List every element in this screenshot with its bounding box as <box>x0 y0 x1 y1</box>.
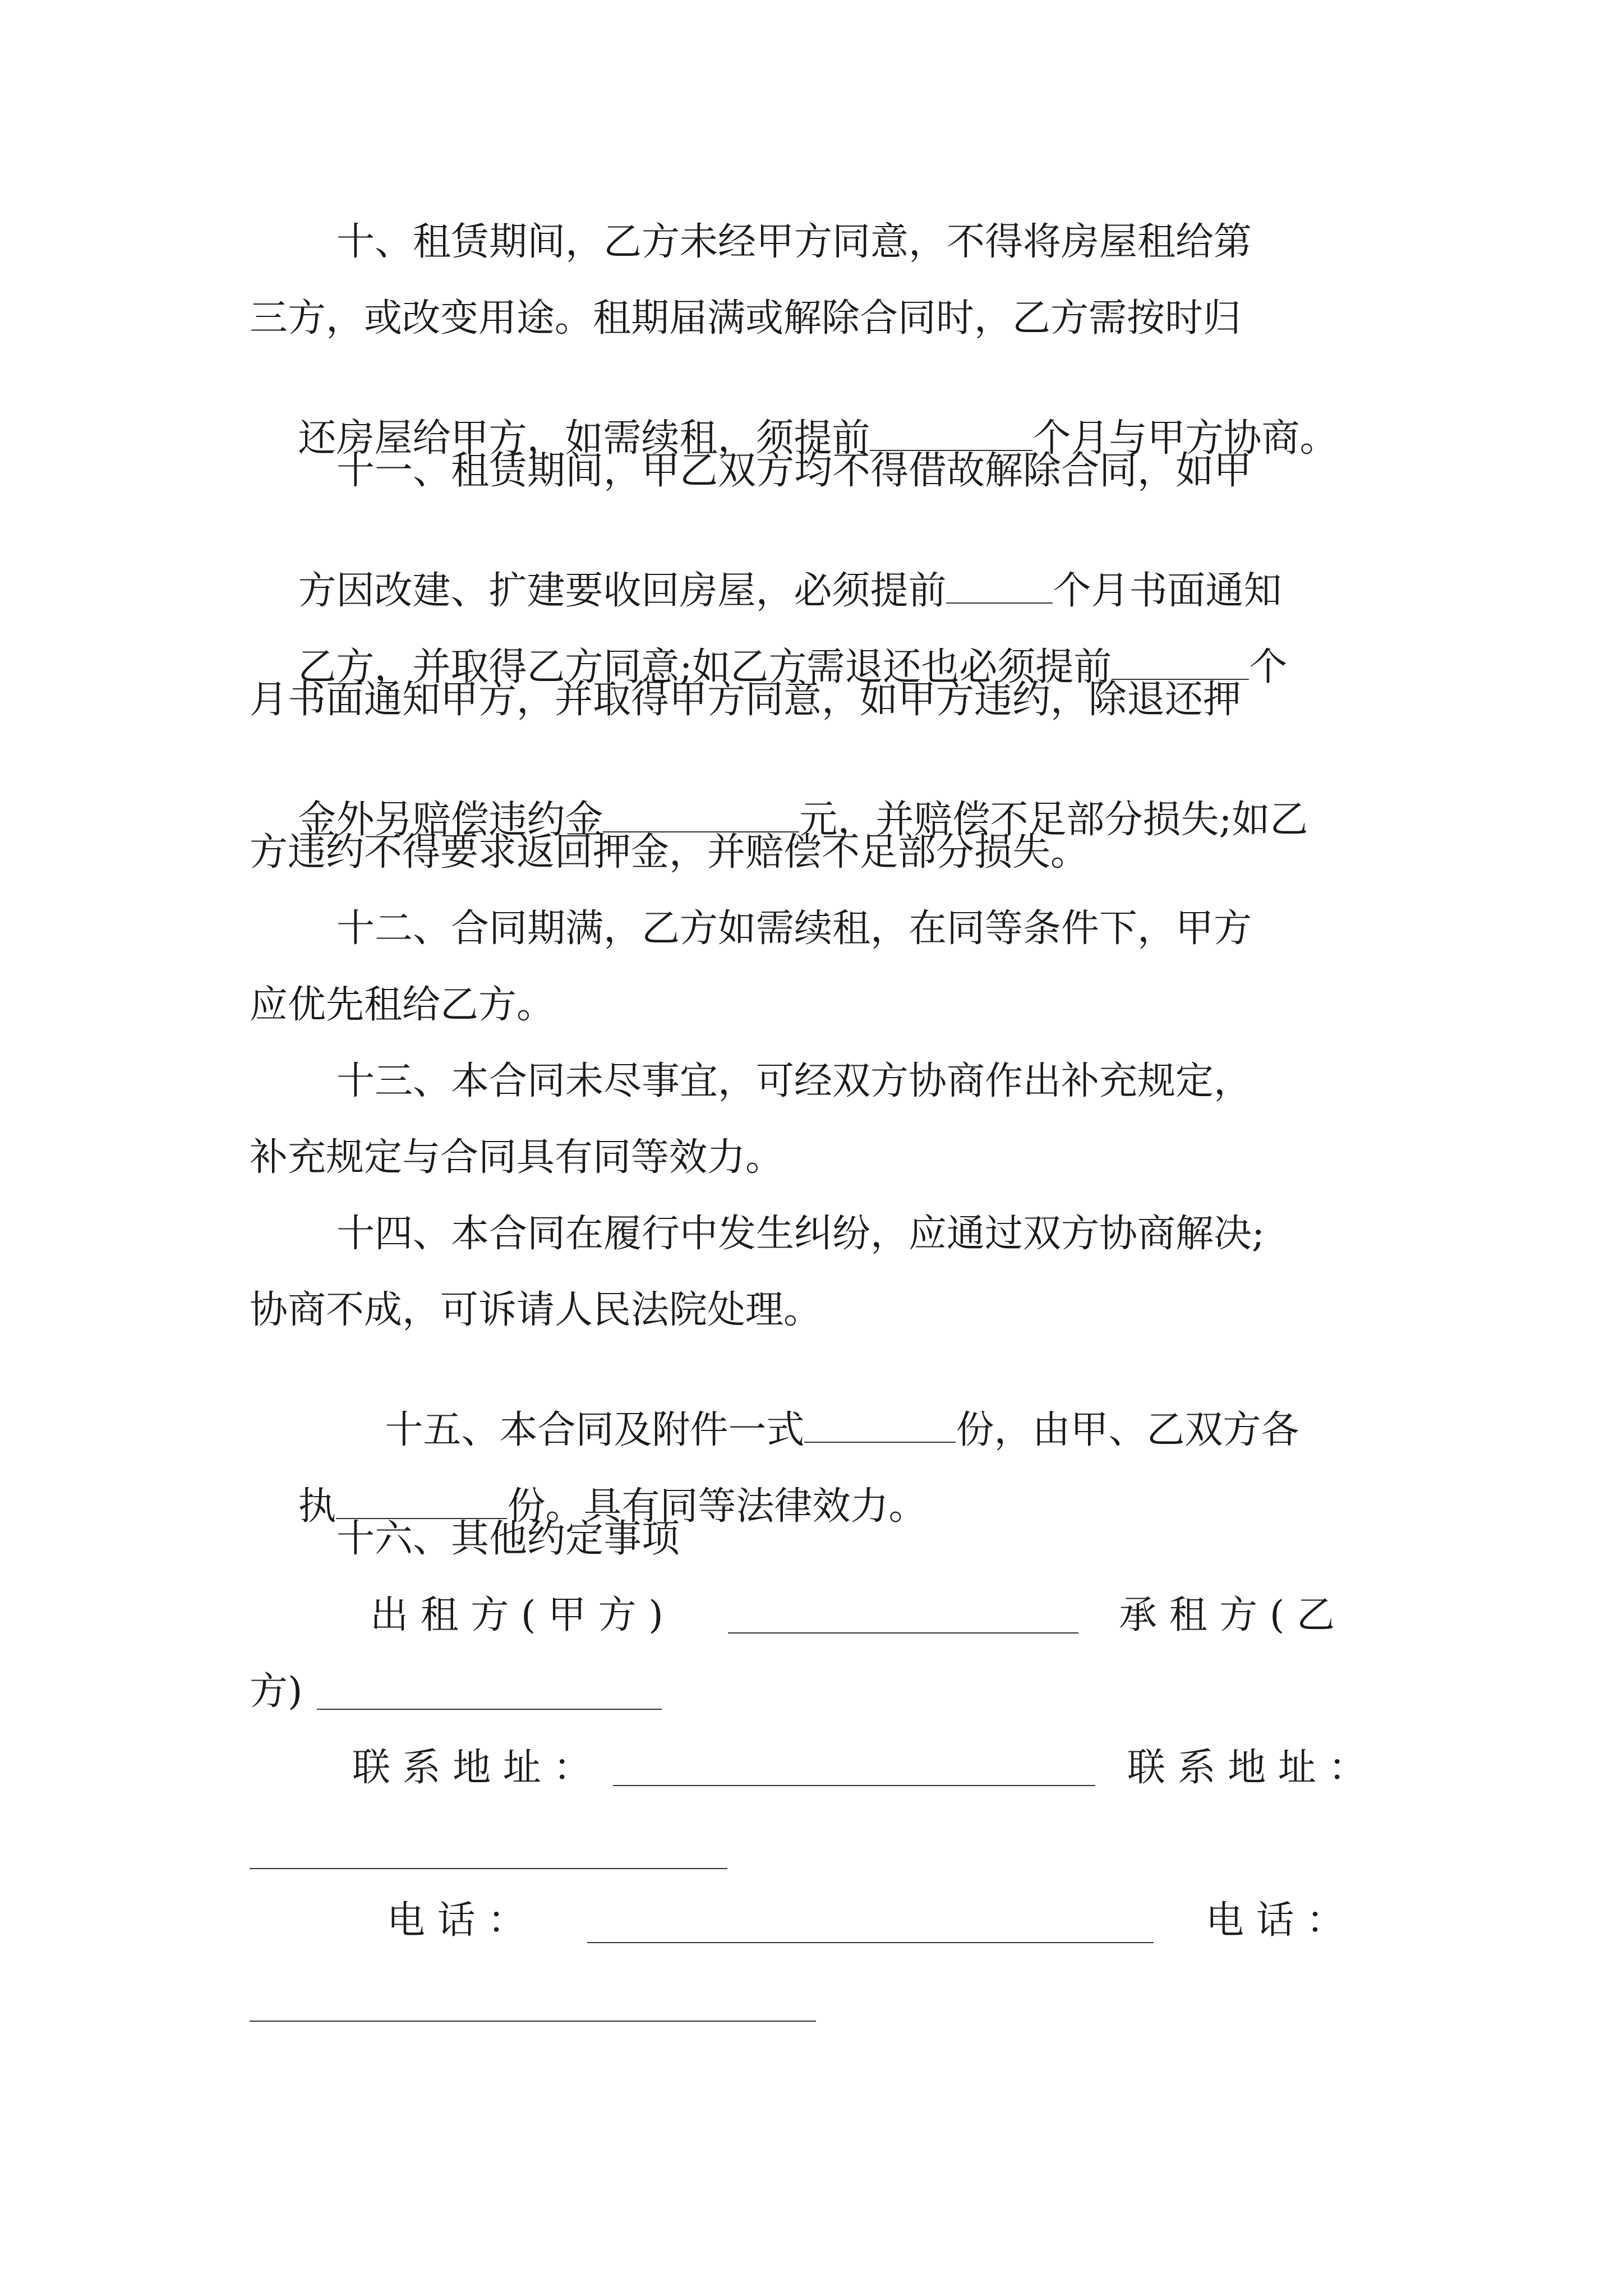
lessee-signature-line[interactable] <box>317 1709 662 1710</box>
text-fragment: 执 <box>298 1484 336 1529</box>
fill-blank[interactable] <box>870 414 1032 451</box>
clause-10-line-1: 十、租赁期间，乙方未经甲方同意，不得将房屋租给第 <box>336 220 1252 264</box>
text-fragment: 元，并赔偿不足部分损失;如乙 <box>799 798 1308 842</box>
text-fragment: 个 <box>1249 645 1288 689</box>
clause-12-line-2: 应优先租给乙方。 <box>250 983 555 1027</box>
text-fragment: 十五、本合同及附件一式 <box>385 1408 805 1452</box>
lessor-label: 出 租 方 ( 甲 方 ) <box>370 1593 663 1637</box>
fill-blank[interactable] <box>603 795 799 832</box>
clause-11-line-1: 十一、租赁期间，甲乙双方均不得借故解除合同，如甲 <box>336 449 1252 493</box>
lessor-phone-line[interactable] <box>587 1942 1154 1943</box>
text-fragment: 方因改建、扩建要收回房屋，必须提前 <box>298 569 947 613</box>
text-fragment: 个月与甲方协商。 <box>1032 416 1338 461</box>
clause-11-line-4: 月书面通知甲方，并取得甲方同意，如甲方违约，除退还押 <box>250 678 1242 722</box>
lessee-address-line[interactable] <box>250 1868 727 1869</box>
text-fragment: 份，由甲、乙双方各 <box>956 1408 1299 1452</box>
fill-blank[interactable] <box>1112 643 1249 680</box>
clause-14-line-1: 十四、本合同在履行中发生纠纷，应通过双方协商解决; <box>336 1212 1265 1256</box>
lessor-address-label: 联 系 地 址 ： <box>352 1746 592 1790</box>
lessor-phone-label: 电 话 ： <box>387 1898 526 1943</box>
lessor-address-line[interactable] <box>613 1785 1095 1786</box>
clause-11-line-6: 方违约不得要求返回押金，并赔偿不足部分损失。 <box>250 830 1089 875</box>
clause-14-line-2: 协商不成，可诉请人民法院处理。 <box>250 1288 822 1332</box>
clause-12-line-1: 十二、合同期满，乙方如需续租，在同等条件下，甲方 <box>336 907 1252 951</box>
clause-10-line-2: 三方，或改变用途。租期届满或解除合同时，乙方需按时归 <box>250 296 1242 341</box>
clause-16-heading: 十六、其他约定事项 <box>336 1517 680 1561</box>
lessee-address-label: 联 系 地 址 ： <box>1127 1746 1367 1790</box>
text-fragment: 乙方，并取得乙方同意;如乙方需退还也必须提前 <box>298 645 1112 689</box>
lessor-signature-line[interactable] <box>728 1632 1078 1634</box>
fill-blank[interactable] <box>946 567 1053 604</box>
text-fragment: 还房屋给甲方，如需续租，须提前 <box>298 416 870 461</box>
text-fragment: 份。具有同等法律效力。 <box>507 1484 927 1529</box>
text-fragment: 个月书面通知 <box>1053 569 1282 613</box>
lessee-phone-line[interactable] <box>250 2021 816 2022</box>
clause-13-line-2: 补充规定与合同具有同等效力。 <box>250 1135 784 1180</box>
lessee-phone-label: 电 话 ： <box>1206 1898 1345 1943</box>
lessee-label: 承 租 方 ( 乙 <box>1119 1593 1335 1637</box>
fill-blank[interactable] <box>804 1406 956 1443</box>
text-fragment: 金外另赔偿违约金 <box>298 798 603 842</box>
lessee-label-continued: 方) <box>250 1669 303 1714</box>
clause-13-line-1: 十三、本合同未尽事宜，可经双方协商作出补充规定， <box>336 1059 1252 1103</box>
fill-blank[interactable] <box>336 1482 507 1519</box>
